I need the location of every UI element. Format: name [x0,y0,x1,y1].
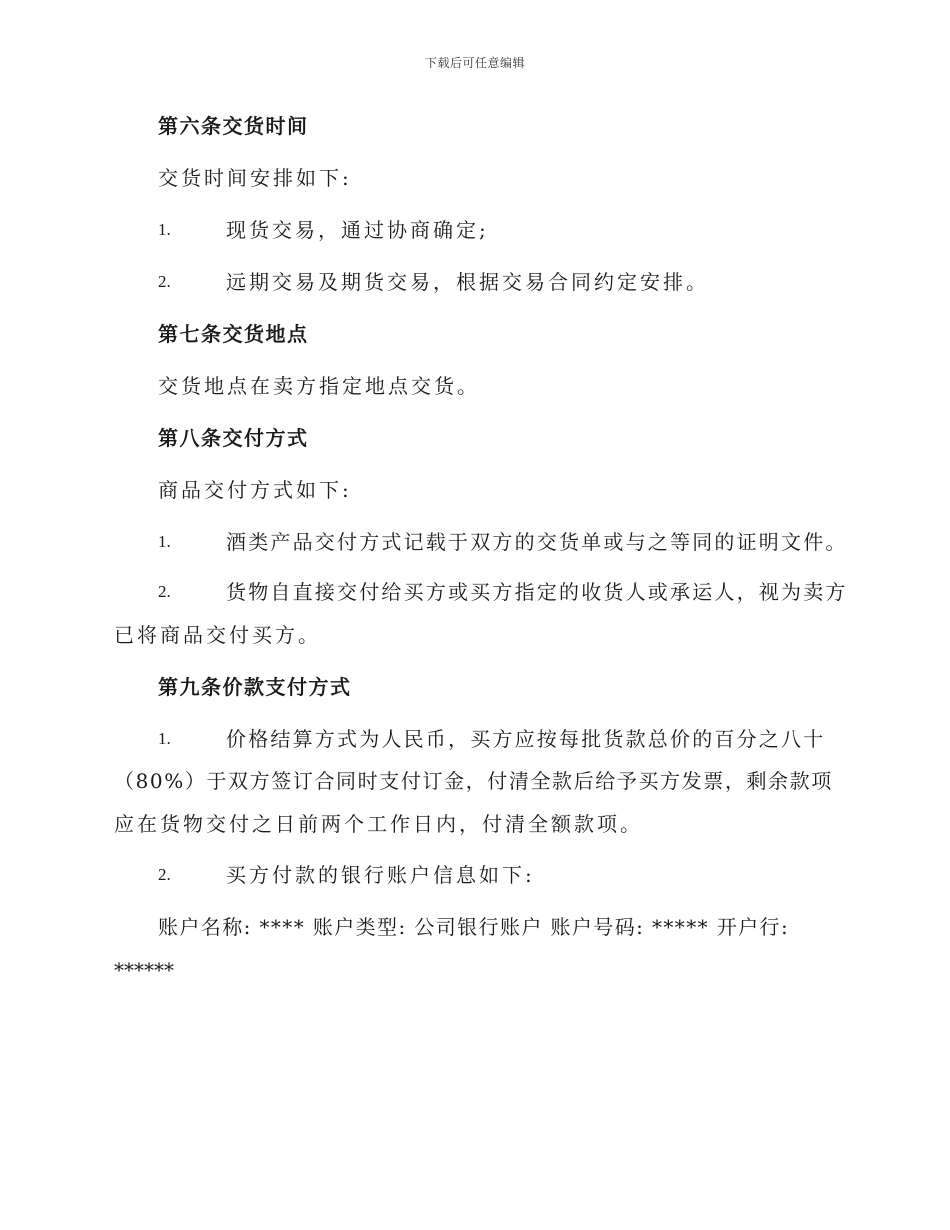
section-8-item-2-number: 2. [158,582,171,601]
page-header-note: 下载后可任意编辑 [424,56,525,70]
section-9-item-1-continuation-1: （80%）于双方签订合同时支付订金，付清全款后给予买方发票，剩余款项 [114,769,833,793]
section-8-item-1-number: 1. [158,532,171,551]
bank-account-info-line: 账户名称: **** 账户类型: 公司银行账户 账户号码: ***** 开户行: [158,915,790,939]
section-8-title: 第八条交付方式 [158,426,309,450]
section-9-item-1-continuation-2: 应在货物交付之日前两个工作日内，付清全额款项。 [114,812,643,836]
bank-account-info-continuation: ****** [114,958,174,982]
section-6-title: 第六条交货时间 [158,114,309,138]
section-9-item-1-text: 价格结算方式为人民币，买方应按每批货款总价的百分之八十 [226,727,826,751]
section-6-item-1-text: 现货交易，通过协商确定; [226,218,489,242]
section-9-item-1-number: 1. [158,729,171,748]
section-9-item-2-text: 买方付款的银行账户信息如下: [226,863,535,887]
section-6-item-2-number: 2. [158,272,171,291]
section-9-title: 第九条价款支付方式 [158,675,352,699]
section-7-body: 交货地点在卖方指定地点交货。 [158,374,480,398]
section-9-item-2-number: 2. [158,865,171,884]
section-7-title: 第七条交货地点 [158,322,309,346]
section-8-item-1-text: 酒类产品交付方式记载于双方的交货单或与之等同的证明文件。 [226,530,848,554]
section-8-item-2-text: 货物自直接交付给买方或买方指定的收货人或承运人，视为卖方 [226,580,848,604]
section-8-item-2-continuation: 已将商品交付买方。 [114,623,321,647]
section-6-item-2-text: 远期交易及期货交易，根据交易合同约定安排。 [226,270,709,294]
section-8-intro: 商品交付方式如下: [158,478,352,502]
section-6-item-1-number: 1. [158,220,171,239]
section-6-intro: 交货时间安排如下: [158,166,352,190]
